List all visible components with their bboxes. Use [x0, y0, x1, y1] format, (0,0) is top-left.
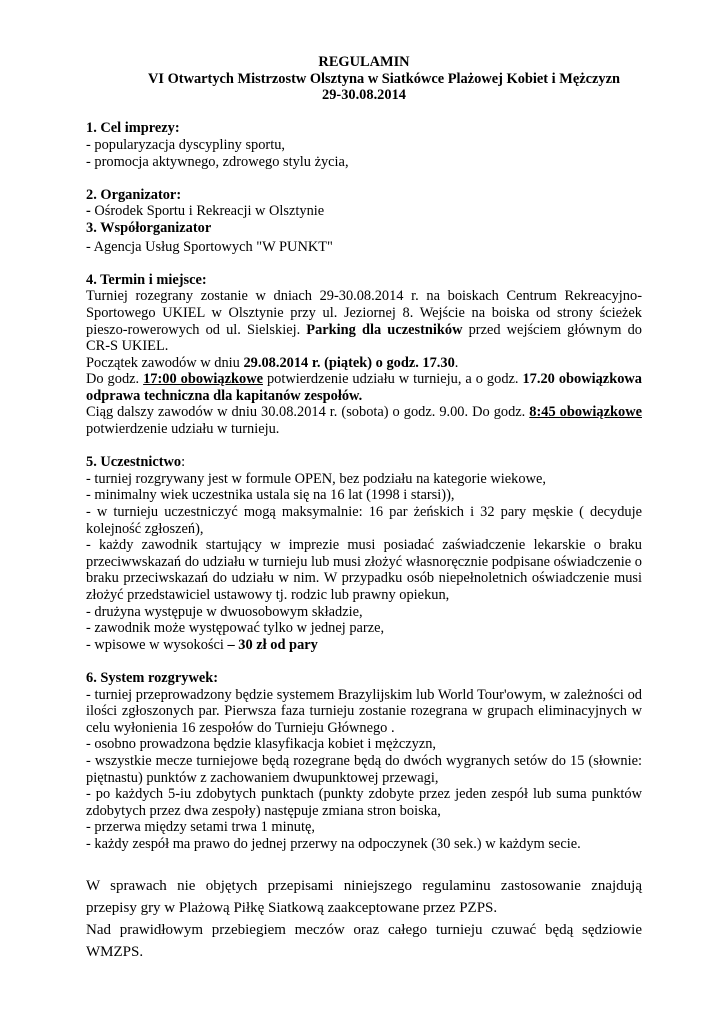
list-item: - zawodnik może występować tylko w jednej parze, — [86, 620, 385, 637]
section-participation — [86, 454, 642, 653]
closing-paragraph: Nad prawidłowym przebiegiem meczów oraz całego turnieju czuwać będą sędziowie WMZPS. — [86, 921, 642, 960]
list-item: - przerwa między setami trwa 1 minutę, — [86, 819, 315, 836]
list-item: - osobno prowadzona będzie klasyfikacja kobiet i mężczyzn, — [86, 736, 437, 753]
section-heading: 2. Organizator: — [86, 186, 182, 203]
section-heading: 3. Współorganizator — [86, 219, 212, 236]
section-competition-system — [86, 670, 642, 853]
list-item: - drużyna występuje w dwuosobowym składzie, — [86, 603, 363, 620]
list-item: - w turnieju uczestniczyć mogą maksymalnie: 16 par żeńskich i 32 pary męskie ( decyduje kolejność zgłoszeń), — [86, 504, 642, 537]
list-item: - turniej rozgrywany jest w formule OPEN, bez podziału na kategorie wiekowe, — [86, 470, 546, 487]
section-heading: 6. System rozgrywek: — [86, 669, 219, 686]
section-date-place — [86, 272, 642, 438]
section-heading: 1. Cel imprezy: — [86, 120, 180, 137]
list-item: - promocja aktywnego, zdrowego stylu życia, — [86, 153, 349, 170]
section-organizer — [86, 187, 642, 255]
list-item: - po każdych 5-iu zdobytych punktach (punkty zdobyte przez jeden zespół lub suma punktów zdobytych przez dwa zespoły) następuje zmiana stron boiska, — [86, 786, 642, 819]
list-item: - każdy zawodnik startujący w imprezie musi posiadać zaświadczenie lekarskie o braku przeciwwskazań do udziału w turnieju lub musi złożyć własnoręcznie podpisane oświadczenie o braku przeciwskazań do udziału w nim. W przypadku osób niepełnoletnich oświadczenie musi złożyć przedstawiciel ustawowy tj. rodzic lub prawny opiekun, — [86, 537, 642, 603]
event-dates: 29-30.08.2014 — [322, 87, 406, 104]
paragraph: Do godz. 17:00 obowiązkowe potwierdzenie udziału w turnieju, a o godz. 17.20 obowiązkowa odprawa techniczna dla kapitanów zespołów. — [86, 371, 642, 404]
list-item: - Agencja Usług Sportowych "W PUNKT" — [86, 238, 333, 255]
document-subtitle: VI Otwartych Mistrzostw Olsztyna w Siatkówce Plażowej Kobiet i Mężczyzn — [148, 70, 620, 87]
list-item: - wpisowe w wysokości – 30 zł od pary — [86, 636, 318, 653]
list-item: - turniej przeprowadzony będzie systemem Brazylijskim lub World Tour'owym, w zależności od ilości zgłoszonych par. Pierwsza faza turnieju zostanie rozegrana w grupach eliminacyjnych w celu wyłonienia 16 zespołów do Turnieju Głównego . — [86, 686, 642, 736]
closing-notes — [86, 875, 642, 963]
section-heading: 4. Termin i miejsce: — [86, 271, 207, 288]
list-item: - minimalny wiek uczestnika ustala się na 16 lat (1998 i starsi)), — [86, 487, 455, 504]
list-item: - Ośrodek Sportu i Rekreacji w Olsztynie — [86, 203, 325, 220]
regulations-document — [86, 54, 642, 963]
closing-paragraph: W sprawach nie objętych przepisami niniejszego regulaminu zastosowanie znajdują przepisy gry w Plażową Piłkę Siatkową zaakceptowane przez PZPS. — [86, 877, 642, 916]
paragraph: Ciąg dalszy zawodów w dniu 30.08.2014 r. (sobota) o godz. 9.00. Do godz. 8:45 obowiązkowe potwierdzenie udziału w turnieju. — [86, 404, 642, 438]
section-purpose — [86, 120, 642, 170]
paragraph: Turniej rozegrany zostanie w dniach 29-30.08.2014 r. na boiskach Centrum Rekreacyjno-Sportowego UKIEL w Olsztynie przy ul. Jeziornej 8. Wejście na boiska od strony ścieżek pieszo-rowerowych od ul. Sielskiej. Parking dla uczestników przed wejściem głównym do CR-S UKIEL. — [86, 288, 642, 355]
document-title: REGULAMIN — [318, 54, 410, 70]
list-item: - wszystkie mecze turniejowe będą rozegrane będą do dwóch wygranych setów do 15 (słownie: piętnastu) punktów z zachowaniem dwupunktowej przewagi, — [86, 752, 642, 786]
list-item: - popularyzacja dyscypliny sportu, — [86, 136, 286, 153]
section-heading: 5. Uczestnictwo: — [86, 454, 186, 471]
list-item: - każdy zespół ma prawo do jednej przerwy na odpoczynek (30 sek.) w każdym secie. — [86, 835, 581, 852]
paragraph: Początek zawodów w dniu 29.08.2014 r. (piątek) o godz. 17.30. — [86, 354, 459, 371]
document-header — [86, 54, 642, 104]
